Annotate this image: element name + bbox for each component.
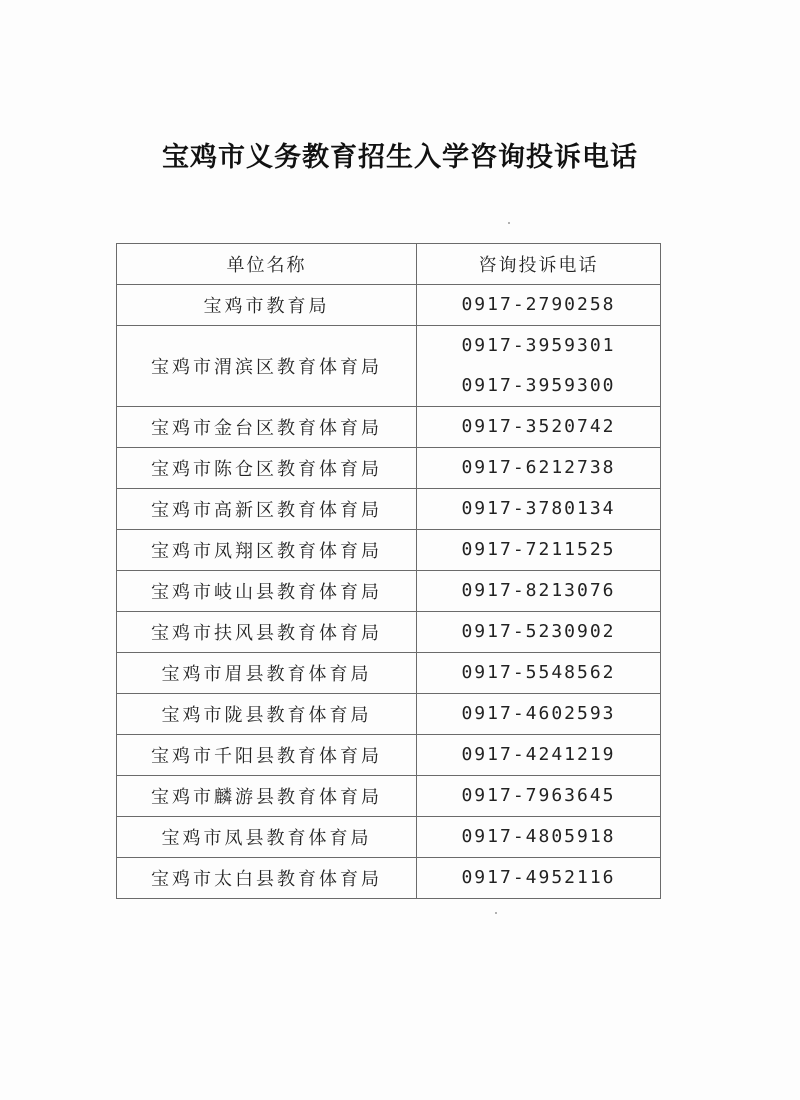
phone-number: 0917-3780134 xyxy=(461,498,616,519)
table-row xyxy=(117,571,661,612)
unit-name-cell: 宝鸡市扶风县教育体育局 xyxy=(117,612,417,653)
table-row xyxy=(117,326,661,407)
scan-speck xyxy=(495,912,497,914)
table-row xyxy=(117,448,661,489)
phone-cell xyxy=(417,285,661,326)
table-row xyxy=(117,776,661,817)
header-phone: 咨询投诉电话 xyxy=(417,244,661,285)
phone-cell xyxy=(417,776,661,817)
unit-name-cell: 宝鸡市金台区教育体育局 xyxy=(117,407,417,448)
unit-name-cell: 宝鸡市凤县教育体育局 xyxy=(117,817,417,858)
header-unit-name: 单位名称 xyxy=(117,244,417,285)
phone-number: 0917-4805918 xyxy=(461,826,616,847)
phone-number: 0917-3520742 xyxy=(461,416,616,437)
phone-number: 0917-5548562 xyxy=(461,662,616,683)
unit-name-cell: 宝鸡市渭滨区教育体育局 xyxy=(117,326,417,407)
table-row xyxy=(117,735,661,776)
phone-cell xyxy=(417,612,661,653)
phone-cell xyxy=(417,530,661,571)
phone-cell xyxy=(417,858,661,899)
phone-number: 0917-4241219 xyxy=(461,744,616,765)
unit-name-cell: 宝鸡市麟游县教育体育局 xyxy=(117,776,417,817)
phone-cell xyxy=(417,817,661,858)
phone-number: 0917-4602593 xyxy=(461,703,616,724)
unit-name-cell: 宝鸡市陇县教育体育局 xyxy=(117,694,417,735)
table-row xyxy=(117,858,661,899)
unit-name-cell: 宝鸡市眉县教育体育局 xyxy=(117,653,417,694)
unit-name-cell: 宝鸡市千阳县教育体育局 xyxy=(117,735,417,776)
table-row xyxy=(117,285,661,326)
phone-number: 0917-7963645 xyxy=(461,785,616,806)
phone-cell xyxy=(417,653,661,694)
phone-number: 0917-8213076 xyxy=(461,580,616,601)
phone-number: 0917-6212738 xyxy=(461,457,616,478)
unit-name-cell: 宝鸡市教育局 xyxy=(117,285,417,326)
table-row xyxy=(117,612,661,653)
table-row xyxy=(117,489,661,530)
table-row xyxy=(117,653,661,694)
unit-name-cell: 宝鸡市高新区教育体育局 xyxy=(117,489,417,530)
phone-number: 0917-3959301 xyxy=(461,335,616,356)
phone-number: 0917-5230902 xyxy=(461,621,616,642)
phone-cell xyxy=(417,448,661,489)
phone-number: 0917-2790258 xyxy=(461,294,616,315)
unit-name-cell: 宝鸡市凤翔区教育体育局 xyxy=(117,530,417,571)
phone-cell xyxy=(417,489,661,530)
table-row xyxy=(117,530,661,571)
phone-cell xyxy=(417,326,661,407)
document-title: 宝鸡市义务教育招生入学咨询投诉电话 xyxy=(162,142,638,173)
table-row xyxy=(117,407,661,448)
scan-speck xyxy=(508,222,510,224)
phone-cell xyxy=(417,735,661,776)
table-row xyxy=(117,817,661,858)
table-header-row xyxy=(117,244,661,285)
phone-number: 0917-4952116 xyxy=(461,867,616,888)
phone-cell xyxy=(417,694,661,735)
unit-name-cell: 宝鸡市岐山县教育体育局 xyxy=(117,571,417,612)
phone-cell xyxy=(417,571,661,612)
phone-number: 0917-3959300 xyxy=(461,375,616,396)
phone-number: 0917-7211525 xyxy=(461,539,616,560)
unit-name-cell: 宝鸡市陈仓区教育体育局 xyxy=(117,448,417,489)
unit-name-cell: 宝鸡市太白县教育体育局 xyxy=(117,858,417,899)
phone-cell xyxy=(417,407,661,448)
contact-table xyxy=(116,243,661,899)
table-row xyxy=(117,694,661,735)
table-body xyxy=(117,285,661,899)
